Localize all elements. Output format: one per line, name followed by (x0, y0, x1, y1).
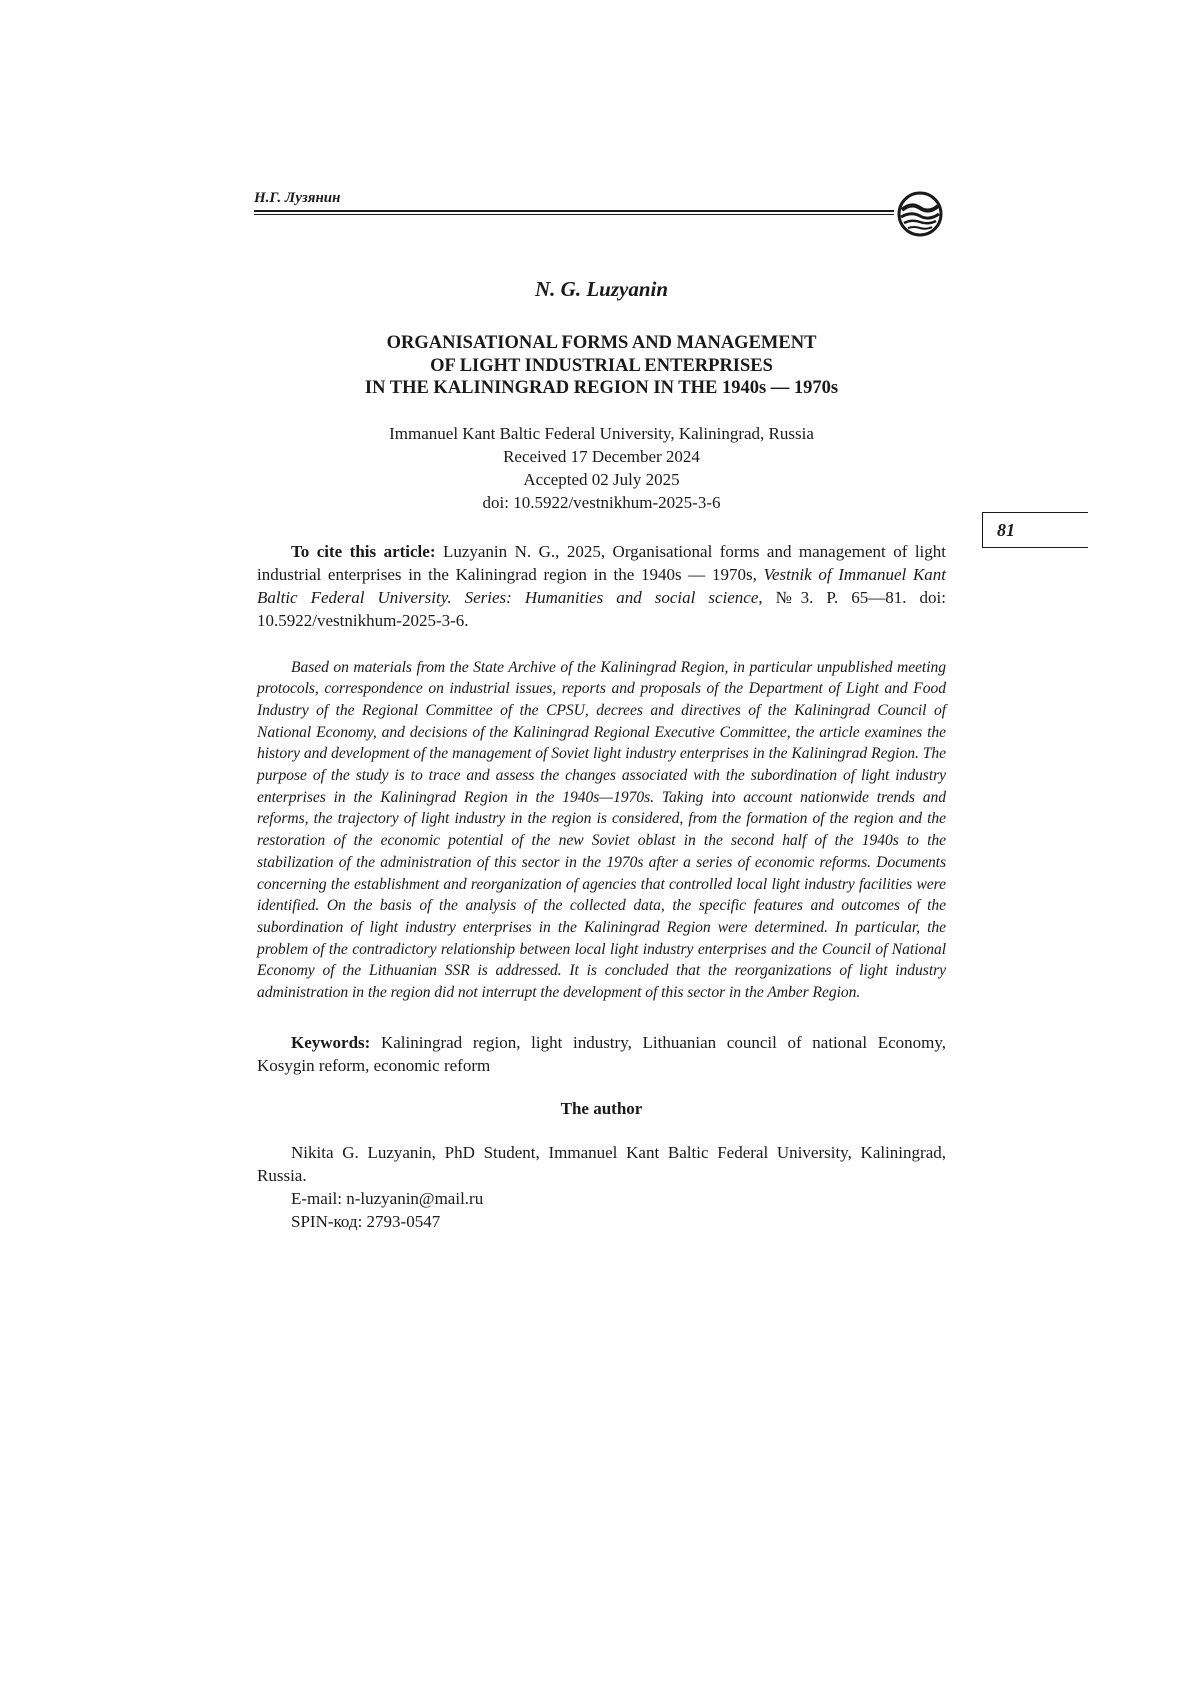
author-email: E-mail: n-luzyanin@mail.ru (291, 1188, 484, 1208)
header-rule-thin (254, 214, 894, 215)
citation-text: Luzyanin N. G., 2025, Organisational forms and management of light industrial enterprises in the Kaliningrad region in the 1940s — 1970s, (257, 541, 946, 584)
doi: doi: 10.5922/vestnikhum-2025-3-6 (482, 492, 721, 512)
journal-wave-logo-icon (896, 190, 944, 238)
received-date: Received 17 December 2024 (503, 446, 700, 466)
title-line: ORGANISATIONAL FORMS AND MANAGEMENT (386, 333, 817, 353)
article-title (257, 332, 946, 400)
accepted-date: Accepted 02 July 2025 (523, 469, 680, 489)
author-section-heading: The author (560, 1098, 643, 1118)
citation-label: To cite this article: (291, 541, 436, 561)
page-number: 81 (997, 520, 1015, 540)
author-description: Nikita G. Luzyanin, PhD Student, Immanuel Kant Baltic Federal University, Kaliningrad, Russia. (257, 1142, 946, 1185)
page-number-box (982, 512, 1088, 548)
author-info (257, 1141, 946, 1233)
citation-journal: Vestnik of Immanuel Kant Baltic Federal University. Series: Humanities and social science (257, 564, 946, 607)
title-line: OF LIGHT INDUSTRIAL ENTERPRISES (430, 355, 773, 376)
affiliation: Immanuel Kant Baltic Federal University, Kaliningrad, Russia (389, 423, 814, 443)
article-content (257, 270, 946, 1233)
author-spin: SPIN-код: 2793-0547 (291, 1211, 441, 1231)
article-author: N. G. Luzyanin (534, 277, 669, 301)
title-line: IN THE KALININGRAD REGION IN THE 1940s — 1970s (364, 378, 839, 398)
header-rule (254, 210, 894, 212)
keywords (257, 1031, 946, 1077)
citation (257, 540, 946, 632)
keywords-label: Keywords: (291, 1032, 371, 1052)
abstract: Based on materials from the State Archive of the Kaliningrad Region, in particular unpublished meeting protocols, correspondence on industrial issues, reports and proposals of the Department of Light and Food Industry of the Regional Committee of the CPSU, decrees and directives of the Kaliningrad Council of National Economy, and decisions of the Kaliningrad Regional Executive Committee, the article examines the history and development of the management of Soviet light industry enterprises in the Kaliningrad Region. The purpose of the study is to trace and assess the changes associated with the subordination of light industry enterprises in the Kaliningrad Region in the 1940s—1970s. Taking into account nationwide trends and reforms, the trajectory of light industry in the region is considered, from the formation of the region and the restoration of the economic potential of the new Soviet oblast in the second half of the 1940s to the stabilization of the administration of this sector in the 1970s after a series of economic reforms. Documents concerning the establishment and reorganization of agencies that controlled local light industry facilities were identified. On the basis of the analysis of the collected data, the specific features and outcomes of the subordination of light industry enterprises in the Kaliningrad Region were determined. In particular, the problem of the contradictory relationship between local light industry enterprises and the Council of National Economy of the Lithuanian SSR is addressed. It is concluded that the reorganizations of light industry administration in the region did not interrupt the development of this sector in the Amber Region. (257, 658, 946, 1002)
keywords-text: Kaliningrad region, light industry, Lithuanian council of national Economy, Kosygin reform, economic reform (257, 1032, 946, 1075)
article-meta (257, 422, 946, 514)
citation-pages: , №3. P. 65—81. doi: 10.5922/vestnikhum-2025-3-6. (257, 587, 946, 630)
running-head: Н.Г. Лузянин (254, 190, 341, 206)
